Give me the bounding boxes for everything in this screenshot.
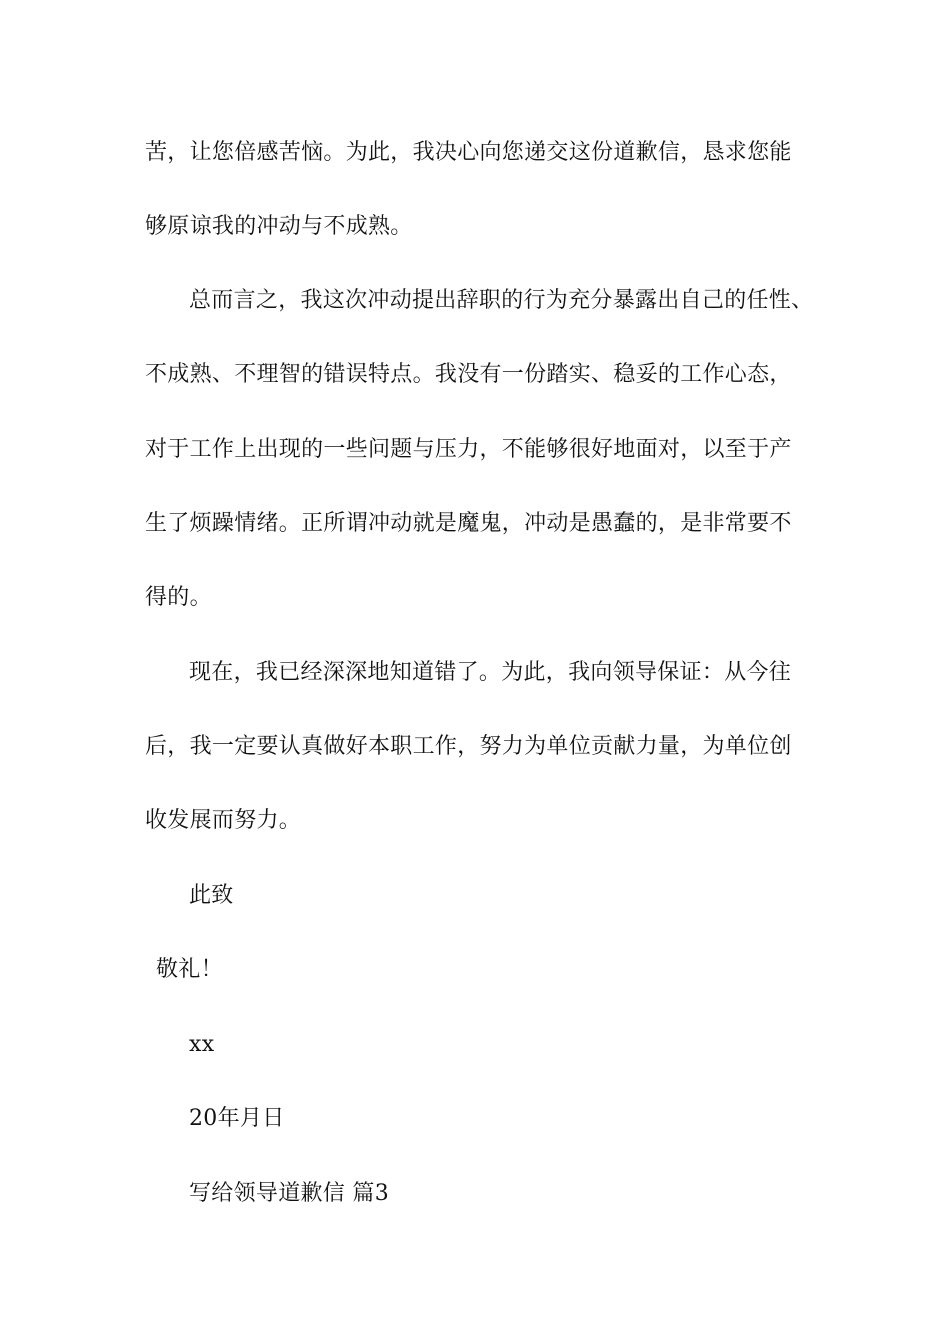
paragraph-line: 不成熟、不理智的错误特点。我没有一份踏实、稳妥的工作心态， bbox=[145, 362, 792, 387]
closing-line: 此致 bbox=[189, 883, 234, 908]
signature-name: xx bbox=[189, 1032, 215, 1057]
salutation-line: 敬礼！ bbox=[156, 957, 223, 982]
paragraph-line: 生了烦躁情绪。正所谓冲动就是魔鬼，冲动是愚蠢的，是非常要不 bbox=[145, 511, 792, 536]
paragraph-line: 够原谅我的冲动与不成熟。 bbox=[145, 214, 413, 239]
paragraph-line: 得的。 bbox=[145, 585, 212, 610]
paragraph-line: 现在，我已经深深地知道错了。为此，我向领导保证：从今往 bbox=[189, 660, 792, 685]
paragraph-line: 后，我一定要认真做好本职工作，努力为单位贡献力量，为单位创 bbox=[145, 734, 792, 759]
signature-date: 20年月日 bbox=[189, 1106, 285, 1131]
paragraph-line: 总而言之，我这次冲动提出辞职的行为充分暴露出自己的任性、 bbox=[189, 288, 814, 313]
paragraph-line: 收发展而努力。 bbox=[145, 808, 302, 833]
paragraph-line: 对于工作上出现的一些问题与压力，不能够很好地面对，以至于产 bbox=[145, 437, 792, 462]
paragraph-line: 苦，让您倍感苦恼。为此，我决心向您递交这份道歉信，恳求您能 bbox=[145, 140, 792, 165]
section-heading: 写给领导道歉信 篇3 bbox=[189, 1181, 389, 1206]
